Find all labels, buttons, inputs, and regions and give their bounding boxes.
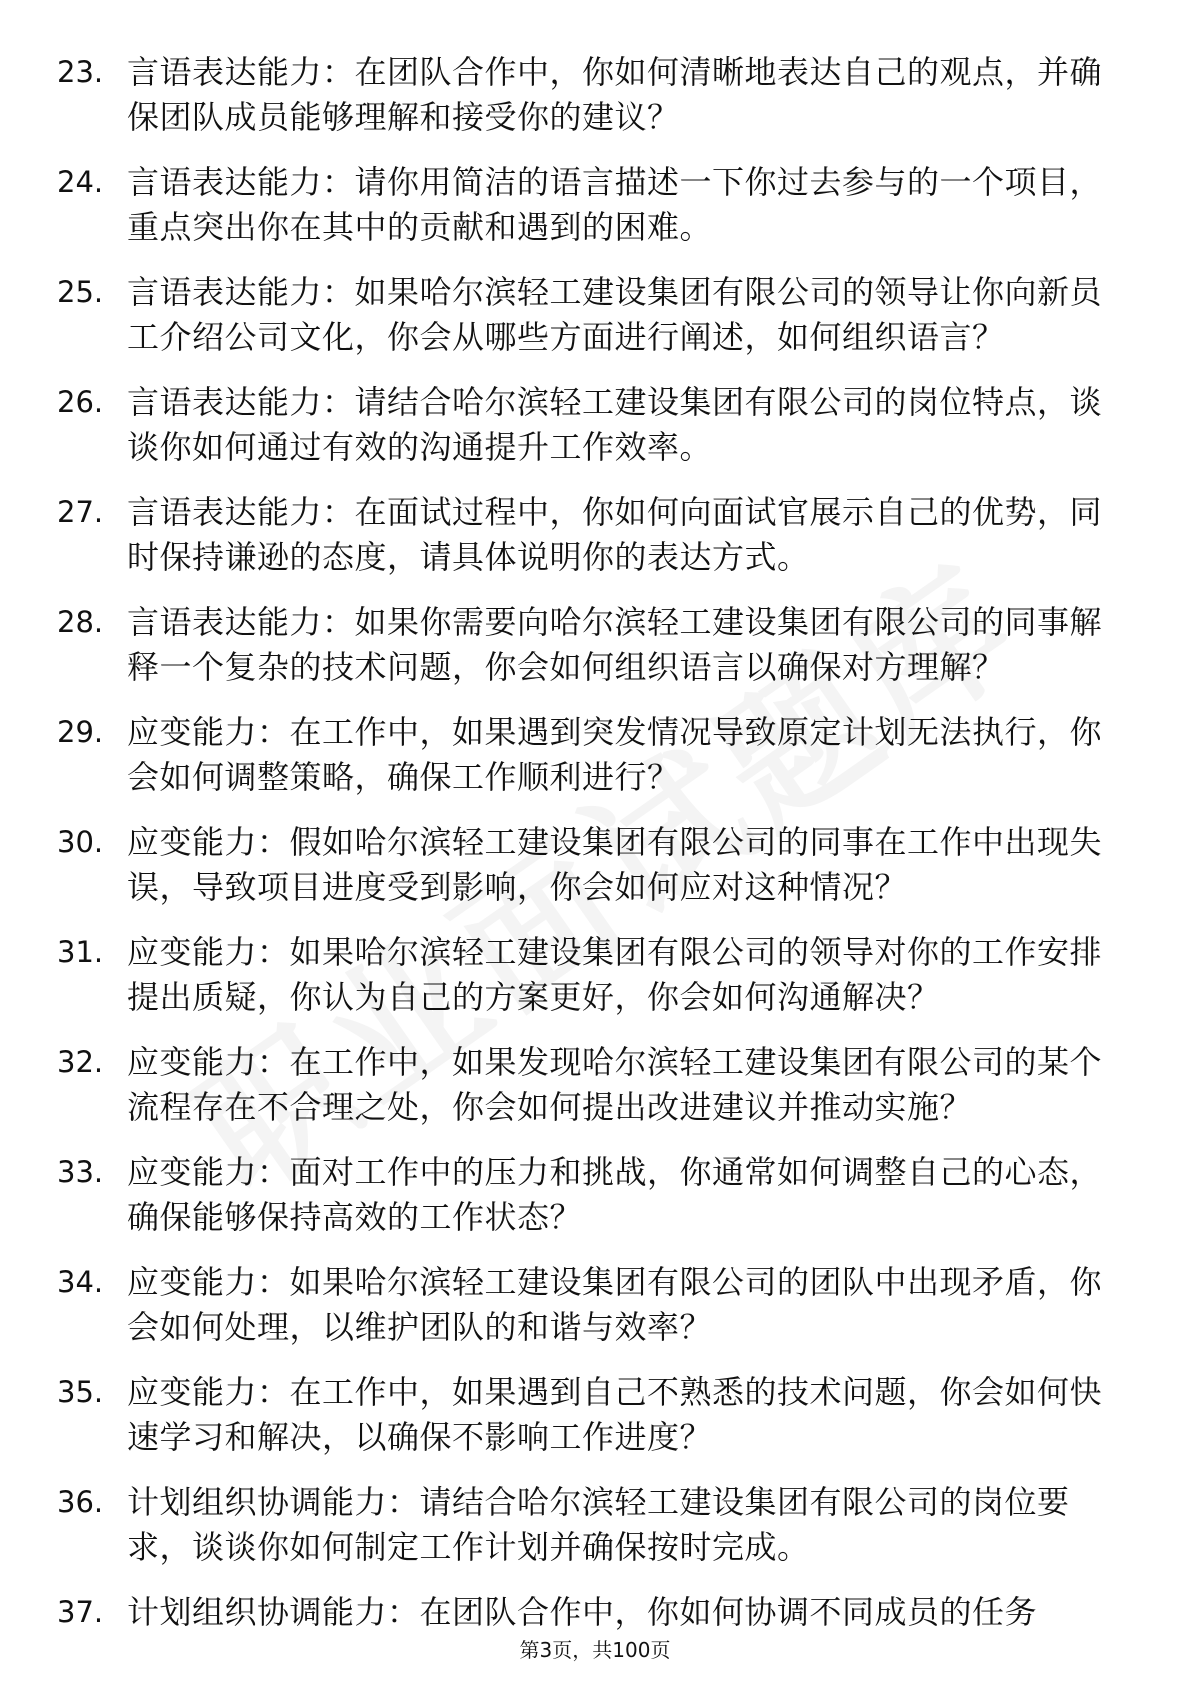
question-text: 应变能力：面对工作中的压力和挑战，你通常如何调整自己的心态，确保能够保持高效的工作状态？ bbox=[127, 1153, 1103, 1236]
question-number: 25. bbox=[57, 275, 104, 309]
question-item bbox=[0, 820, 1190, 910]
page-footer: 第3页，共100页 bbox=[519, 1638, 671, 1662]
question-number: 32. bbox=[57, 1045, 104, 1079]
question-number: 29. bbox=[57, 715, 104, 749]
question-text: 言语表达能力：在面试过程中，你如何向面试官展示自己的优势，同时保持谦逊的态度，请具体说明你的表达方式。 bbox=[127, 493, 1103, 576]
question-text: 言语表达能力：在团队合作中，你如何清晰地表达自己的观点，并确保团队成员能够理解和接受你的建议？ bbox=[127, 53, 1103, 136]
question-item bbox=[0, 1480, 1190, 1570]
question-text: 言语表达能力：如果你需要向哈尔滨轻工建设集团有限公司的同事解释一个复杂的技术问题，你会如何组织语言以确保对方理解？ bbox=[127, 603, 1103, 686]
question-text: 应变能力：在工作中，如果遇到突发情况导致原定计划无法执行，你会如何调整策略，确保工作顺利进行？ bbox=[127, 713, 1103, 796]
question-number: 24. bbox=[57, 165, 104, 199]
question-number: 30. bbox=[57, 825, 104, 859]
question-number: 31. bbox=[57, 935, 104, 969]
question-text: 言语表达能力：请结合哈尔滨轻工建设集团有限公司的岗位特点，谈谈你如何通过有效的沟通提升工作效率。 bbox=[127, 383, 1103, 466]
question-text: 言语表达能力：如果哈尔滨轻工建设集团有限公司的领导让你向新员工介绍公司文化，你会从哪些方面进行阐述，如何组织语言？ bbox=[127, 273, 1103, 356]
question-item bbox=[0, 1590, 1190, 1635]
question-list bbox=[0, 50, 1190, 1655]
question-number: 35. bbox=[57, 1375, 104, 1409]
question-item bbox=[0, 930, 1190, 1020]
question-item bbox=[0, 710, 1190, 800]
question-item bbox=[0, 1040, 1190, 1130]
question-item bbox=[0, 1260, 1190, 1350]
question-item bbox=[0, 270, 1190, 360]
question-number: 36. bbox=[57, 1485, 104, 1519]
question-item bbox=[0, 600, 1190, 690]
question-text: 言语表达能力：请你用简洁的语言描述一下你过去参与的一个项目，重点突出你在其中的贡献和遇到的困难。 bbox=[127, 163, 1103, 246]
question-number: 28. bbox=[57, 605, 104, 639]
question-text: 应变能力：如果哈尔滨轻工建设集团有限公司的领导对你的工作安排提出质疑，你认为自己的方案更好，你会如何沟通解决？ bbox=[127, 933, 1103, 1016]
question-number: 33. bbox=[57, 1155, 104, 1189]
question-number: 23. bbox=[57, 55, 104, 89]
question-number: 26. bbox=[57, 385, 104, 419]
question-text: 计划组织协调能力：在团队合作中，你如何协调不同成员的任务 bbox=[127, 1593, 1038, 1631]
question-number: 37. bbox=[57, 1595, 104, 1629]
question-item bbox=[0, 490, 1190, 580]
question-text: 应变能力：在工作中，如果发现哈尔滨轻工建设集团有限公司的某个流程存在不合理之处，你会如何提出改进建议并推动实施？ bbox=[127, 1043, 1103, 1126]
question-text: 应变能力：如果哈尔滨轻工建设集团有限公司的团队中出现矛盾，你会如何处理，以维护团队的和谐与效率？ bbox=[127, 1263, 1103, 1346]
question-item bbox=[0, 160, 1190, 250]
question-text: 应变能力：在工作中，如果遇到自己不熟悉的技术问题，你会如何快速学习和解决，以确保不影响工作进度？ bbox=[127, 1373, 1103, 1456]
question-number: 34. bbox=[57, 1265, 104, 1299]
question-item bbox=[0, 50, 1190, 140]
question-text: 应变能力：假如哈尔滨轻工建设集团有限公司的同事在工作中出现失误，导致项目进度受到影响，你会如何应对这种情况？ bbox=[127, 823, 1103, 906]
question-item bbox=[0, 380, 1190, 470]
question-number: 27. bbox=[57, 495, 104, 529]
question-item bbox=[0, 1370, 1190, 1460]
question-text: 计划组织协调能力：请结合哈尔滨轻工建设集团有限公司的岗位要求，谈谈你如何制定工作计划并确保按时完成。 bbox=[127, 1483, 1070, 1566]
question-item bbox=[0, 1150, 1190, 1240]
